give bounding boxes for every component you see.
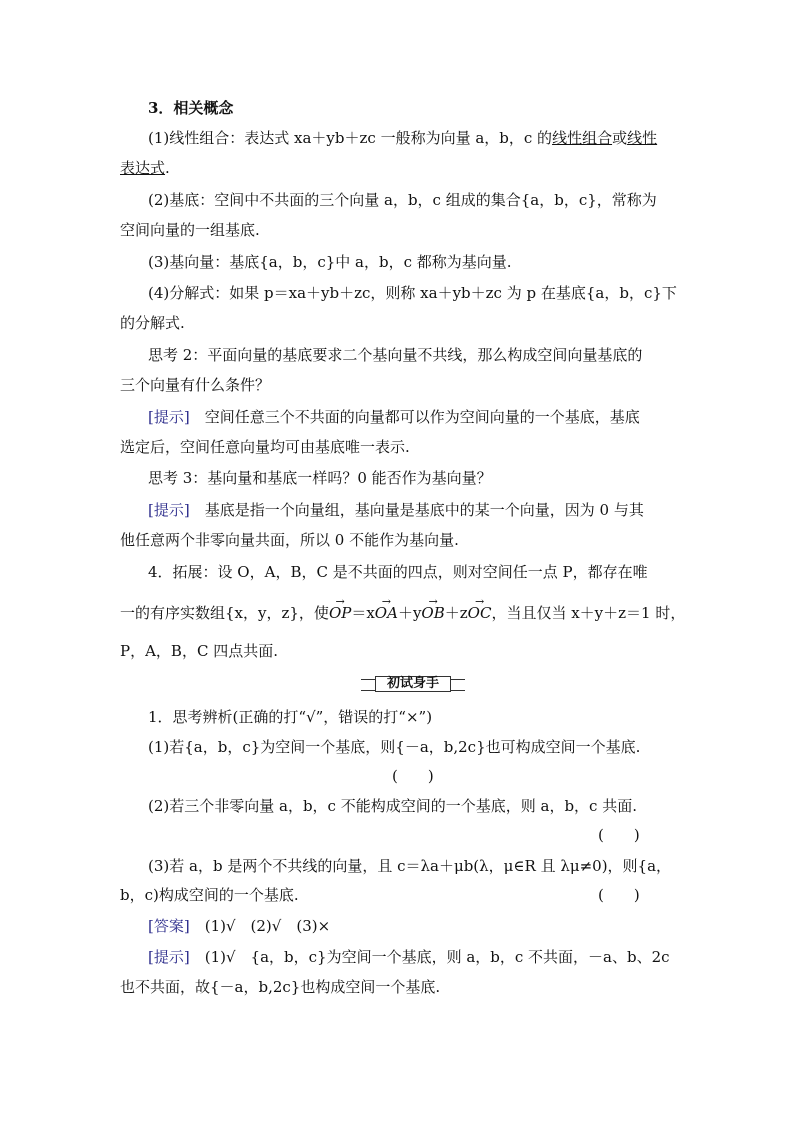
answer-text: (1)√ (2)√ (3)× [204, 917, 331, 935]
vector-oa: → OA [375, 603, 398, 623]
item-3-line-2: b，c)构成空间的一个基底. [120, 886, 299, 904]
term-linear-expression: 线性 [627, 129, 658, 147]
answer-paren-1: ( ) [392, 767, 434, 785]
section-banner [361, 676, 465, 692]
vector-ob: → OB [421, 603, 444, 623]
text: ＋y [397, 604, 422, 622]
text: ＝x [351, 604, 375, 622]
banner-label: 初试身手 [375, 676, 451, 692]
linear-combination-line-2 [120, 158, 676, 178]
hint-text: (1)√ {a，b，c}为空间一个基底，则 a，b，c 不共面，－a、b、2c [204, 948, 670, 966]
banner-right-rule [451, 679, 465, 691]
base-vector-line: (3)基向量：基底{a，b，c}中 a，b，c 都称为基向量. [148, 253, 512, 271]
think-2-hint [148, 407, 676, 427]
banner-left-rule [361, 679, 375, 691]
think-2-question: 思考 2：平面向量的基底要求二个基向量不共线，那么构成空间向量基底的 [148, 346, 643, 364]
think-3-hint-2: 他任意两个非零向量共面，所以 0 不能作为基向量. [120, 531, 459, 549]
section-heading: 3．相关概念 [148, 99, 234, 117]
text: (1)线性组合：表达式 xa＋yb＋zc 一般称为向量 a，b，c 的 [148, 129, 553, 147]
hint-text: 基底是指一个向量组，基向量是基底中的某一个向量，因为 0 与其 [204, 501, 644, 519]
think-3-question: 思考 3：基向量和基底一样吗？0 能否作为基向量？ [148, 469, 492, 487]
item-3: (3)若 a，b 是两个不共线的向量，且 c＝λa＋μb(λ，μ∈R 且 λμ≠0)，则{a， [148, 857, 672, 875]
linear-combination-line [148, 128, 676, 148]
text: 一的有序实数组{x，y，z}，使 [120, 604, 329, 622]
hint-text: 空间任意三个不共面的向量都可以作为空间向量的一个基底，基底 [204, 408, 640, 426]
think-3-hint [148, 500, 676, 520]
extension-line-2 [120, 603, 686, 623]
exercise-title: 1．思考辨析(正确的打“√”，错误的打“×”) [148, 708, 433, 726]
vector-oc: → OC [468, 603, 492, 623]
hint-tag: [提示] [148, 948, 190, 966]
answer-paren-3: ( ) [598, 886, 640, 904]
text: . [165, 159, 170, 177]
decomposition-line: (4)分解式：如果 p＝xa＋yb＋zc，则称 xa＋yb＋zc 为 p 在基底{a，b，c}下 [148, 284, 677, 302]
hint-line-2: 也不共面，故{－a，b,2c}也构成空间一个基底. [120, 978, 441, 996]
decomposition-line-2: 的分解式. [120, 314, 185, 332]
term-linear-expression-end: 表达式 [120, 159, 166, 177]
basis-line-2: 空间向量的一组基底. [120, 221, 260, 239]
hint-line [148, 947, 676, 967]
vector-op: → OP [329, 603, 351, 623]
basis-line: (2)基底：空间中不共面的三个向量 a，b，c 组成的集合{a，b，c}，常称为 [148, 191, 657, 209]
think-2-hint-2: 选定后，空间任意向量均可由基底唯一表示. [120, 438, 410, 456]
answer-paren-2: ( ) [598, 826, 640, 844]
text: ＋z [444, 604, 468, 622]
term-linear-combination: 线性组合 [552, 129, 613, 147]
hint-tag: [提示] [148, 501, 190, 519]
think-2-question-2: 三个向量有什么条件？ [120, 376, 271, 394]
answer-tag: [答案] [148, 917, 190, 935]
answer-line [148, 916, 676, 936]
text: ，当且仅当 x＋y＋z＝1 时， [491, 604, 686, 622]
hint-tag: [提示] [148, 408, 190, 426]
item-1: (1)若{a，b，c}为空间一个基底，则{－a，b,2c}也可构成空间一个基底. [148, 738, 641, 756]
text: 或 [612, 129, 628, 147]
extension-line: 4．拓展：设 O，A，B，C 是不共面的四点，则对空间任一点 P，都存在唯 [148, 563, 648, 581]
item-2: (2)若三个非零向量 a，b，c 不能构成空间的一个基底，则 a，b，c 共面. [148, 797, 637, 815]
extension-line-3: P，A，B，C 四点共面. [120, 642, 278, 660]
